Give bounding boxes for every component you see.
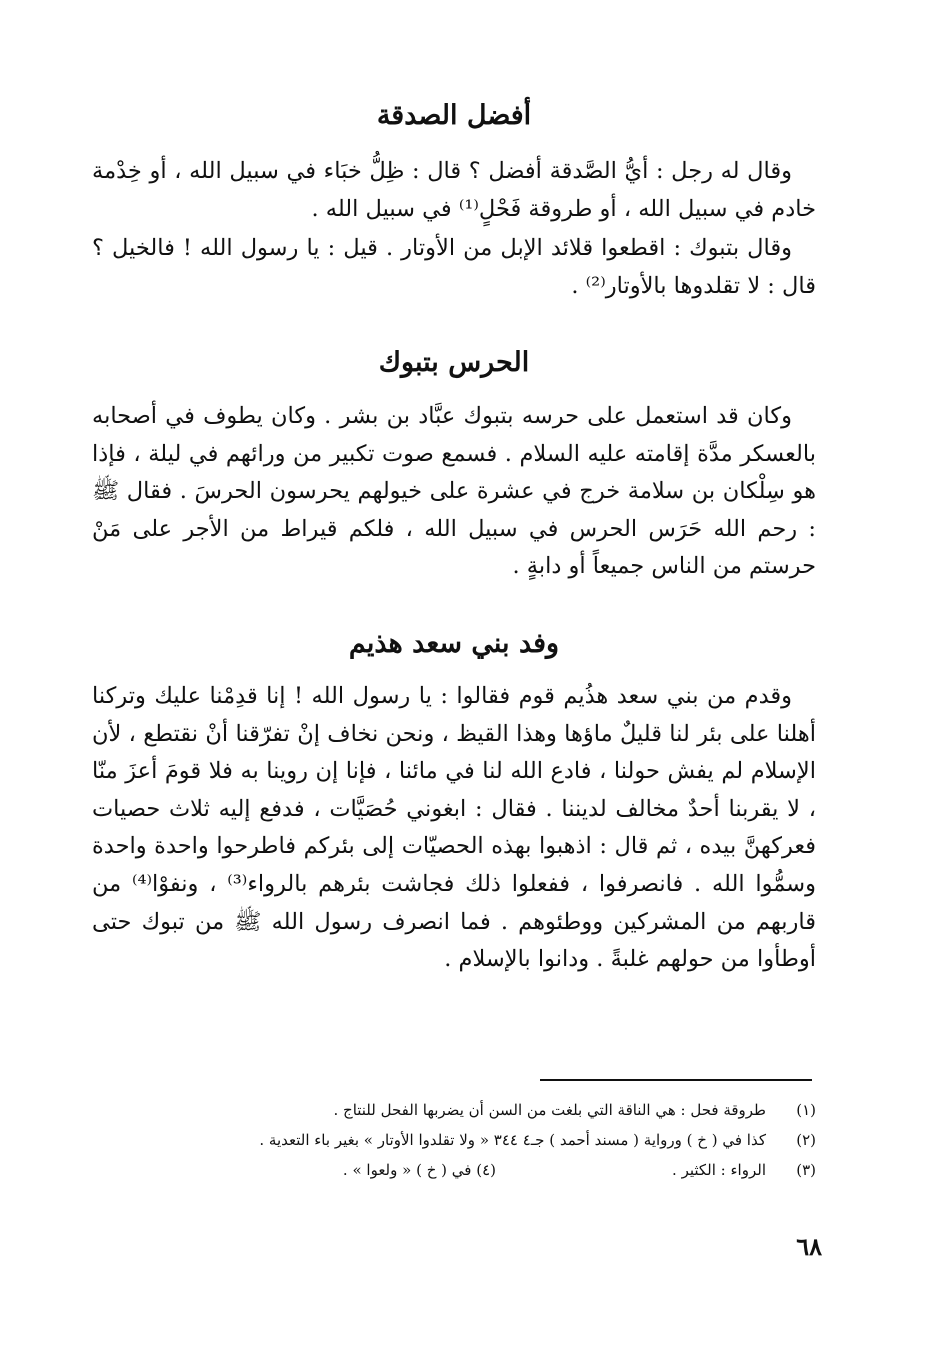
footnotes [150,1095,816,1185]
page-number: ٦٨ [796,1232,822,1261]
paragraph: وقدم من بني سعد هذُيم قوم فقالوا : يا رسول الله ! إنا قدِمْنا عليك وتركنا أهلنا على بئر لنا قليلٌ ماؤها وهذا القيظ ، ونحن نخاف إنْ تفرّقنا أنْ نقتطع ، لأن الإسلام لم يفش حولنا ، فادع الله لنا في مائنا ، فإنا إن روينا به فلا قومَ أعزَ منّا ، لا يقربنا أحدٌ مخالف لديننا . فقال : ابغوني حُصَيَّات ، فدفع إليه ثلاث حصيات فعركهنَّ بيده ، ثم قال : اذهبوا بهذه الحصيّات إلى بئركم فاطرحوا واحدة واحدة وسمُّوا الله . فانصرفوا ، ففعلوا ذلك فجاشت بئرهم بالرواء⁽³⁾ ، ونفوْا⁽⁴⁾ من قاربهم من المشركين ووطئوهم . فما انصرف رسول الله ﷺ من تبوك حتى أوطأوا من حولهم غلبةً . ودانوا بالإسلام . [92,683,816,973]
section-title-guard-at-tabuk: الحرس بتبوك [378,347,530,378]
section-body-delegation-saad-hudhaym [92,678,816,979]
section-title-best-charity: أفضل الصدقة [376,100,532,131]
footnote-item [150,1155,816,1185]
section-body-guard-at-tabuk [92,398,816,586]
footnote-item [150,1095,816,1125]
footnote-item [150,1125,816,1155]
footnote-number: (١) [796,1101,816,1119]
section-body-best-charity [92,153,816,305]
footnote-text: طروقة فحل : هي الناقة التي بلغت من السن أن يضربها الفحل للنتاج . [333,1101,766,1119]
footnote-text: كذا في ( خ ) ورواية ( مسند أحمد ) جـ٤ ٣٤٤ « ولا تقلدوا الأوتار » بغير باء التعدية . [259,1131,766,1149]
footnote-divider [540,1079,812,1081]
footnote-text-secondary: (٤) في ( خ ) « ولعوا » . [342,1161,496,1179]
footnote-number: (٣) [796,1161,816,1179]
footnote-text: الرواء : الكثير . [672,1161,766,1179]
paragraph: وقال له رجل : أيُّ الصَّدقة أفضل ؟ قال : ظِلُّ خبَاء في سبيل الله ، أو خِدْمة خادم في سبيل الله ، أو طروقة فَحْلٍ⁽¹⁾ في سبيل الله . [92,158,816,222]
paragraph: وكان قد استعمل على حرسه بتبوك عبَّاد بن بشر . وكان يطوف في أصحابه بالعسكر مدَّة إقامته عليه السلام . فسمع صوت تكبير من ورائهم في ليلة ، فإذا هو سِلْكان بن سلامة خرج في عشرة على خيولهم يحرسون الحرسَ . فقال ﷺ : رحم الله حَرَس الحرس في سبيل الله ، فلكم قيراط من الأجر على مَنْ حرستم من الناس جميعاً أو دابةٍ . [92,403,816,580]
paragraph: وقال بتبوك : اقطعوا قلائد الإبل من الأوتار . قيل : يا رسول الله ! فالخيل ؟ قال : لا تقلدوها بالأوتار⁽²⁾ . [92,235,816,299]
footnote-number: (٢) [796,1131,816,1149]
section-title-delegation-saad-hudhaym: وفد بني سعد هذيم [348,628,560,659]
